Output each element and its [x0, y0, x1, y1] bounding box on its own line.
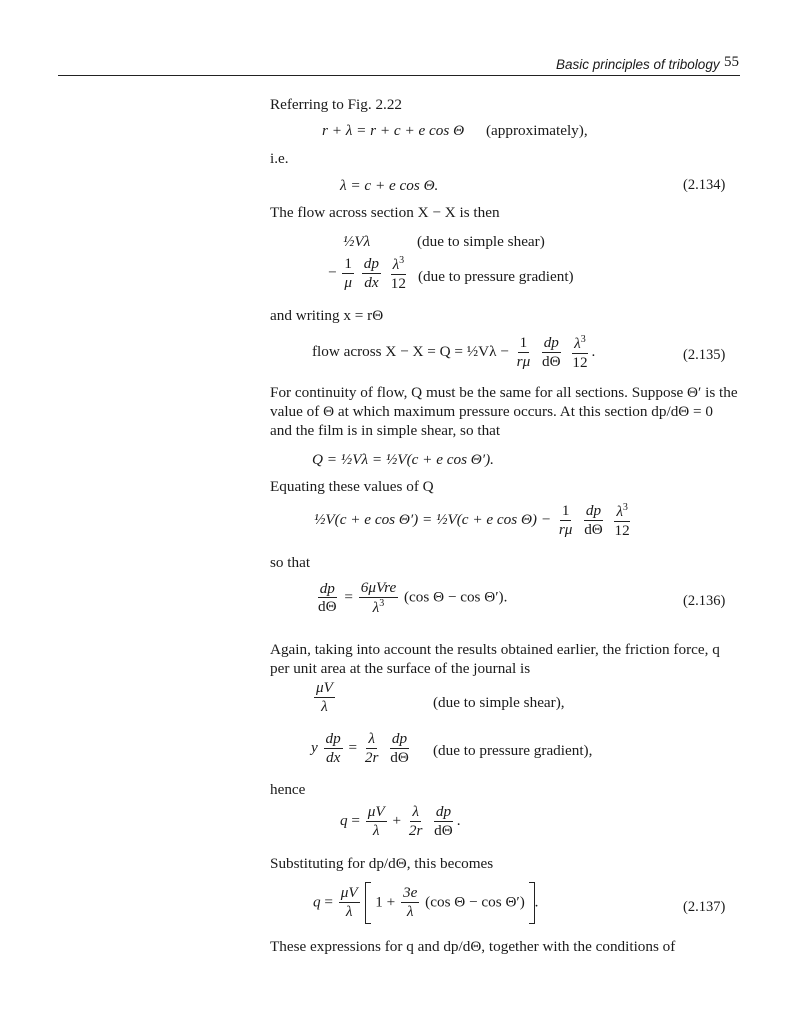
paragraph-continuity-line-1: For continuity of flow, Q must be the same for all sections. Suppose Θ′ is the [270, 384, 738, 401]
flow-pressure-note: (due to pressure gradient) [418, 268, 574, 285]
text-so-that: so that [270, 554, 311, 571]
paragraph-equating: Equating these values of Q [270, 478, 434, 495]
header-rule [58, 75, 740, 76]
page-number: 55 [724, 54, 739, 70]
friction-shear-lhs: $\frac{\mu V}{\lambda}$ [316, 679, 333, 715]
text-and-writing: and writing x = rΘ [270, 307, 384, 324]
paragraph-continuity-line-2: value of Θ at which maximum pressure occurs. At this section dp/dΘ = 0 [270, 403, 714, 420]
equation-2137: q = $\frac{\mu V}{\lambda}$ 1 + $\frac{3e}{\lambda}$ (cos Θ − cos Θ′) . [313, 882, 538, 924]
paragraph-continuity-line-3: and the film is in simple shear, so that [270, 422, 501, 439]
eqno-2137: (2.137) [683, 899, 726, 915]
running-title: Basic principles of tribology [556, 57, 720, 72]
flow-shear-note: (due to simple shear) [417, 233, 545, 250]
friction-shear-note: (due to simple shear), [433, 694, 565, 711]
equation-approx-note: (approximately), [486, 122, 588, 139]
equation-2134: λ = c + e cos Θ. [340, 177, 439, 194]
text-ie: i.e. [270, 150, 289, 167]
equation-equating: ½V(c + e cos Θ′) = ½V(c + e cos Θ) − $\frac{1}{r\mu}$ $\frac{dp}{d\Theta}$ $\frac{\lambda^3}{12}$ [314, 502, 630, 539]
eqno-2135: (2.135) [683, 347, 726, 363]
equation-2136-tail: (cos Θ − cos Θ′). [404, 588, 508, 606]
paragraph-flow-section: The flow across section X − X is then [270, 204, 500, 221]
equation-approx: r + λ = r + c + e cos Θ [322, 122, 465, 139]
eqno-2136: (2.136) [683, 593, 726, 609]
paragraph-again-line-1: Again, taking into account the results obtained earlier, the friction force, q [270, 641, 720, 658]
equation-2136: $\frac{dp}{d\Theta}$ = $\frac{\text{6μVre}}{\lambda^3}$ (cos Θ − cos Θ′). [318, 579, 508, 616]
eqno-2134: (2.134) [683, 177, 726, 193]
equation-Q: Q = ½Vλ = ½V(c + e cos Θ′). [312, 451, 494, 468]
equation-equating-lhs: ½V(c + e cos Θ′) = ½V(c + e cos Θ) − [314, 511, 552, 529]
left-bracket [365, 882, 371, 924]
paragraph-final: These expressions for q and dp/dΘ, together with the conditions of [270, 938, 676, 955]
friction-pressure-lhs: y $\frac{dp}{dx}$ = $\frac{\lambda}{2r}$ $\frac{dp}{d\Theta}$ [311, 730, 409, 766]
paragraph-again-line-2: per unit area at the surface of the journal is [270, 660, 531, 677]
paragraph-referring: Referring to Fig. 2.22 [270, 96, 403, 113]
equation-2135: flow across X − X = Q = ½Vλ − $\frac{1}{r\mu}$ $\frac{dp}{d\Theta}$ $\frac{\lambda^3}{12}$ . [312, 334, 596, 371]
flow-pressure-lhs: − $\frac{1}{\mu}$ $\frac{dp}{dx}$ $\frac{\lambda^3}{12}$ [328, 255, 406, 292]
equation-q: q = $\frac{\mu V}{\lambda}$ + $\frac{\lambda}{2r}$ $\frac{dp}{d\Theta}$ . [340, 803, 461, 839]
paragraph-substituting: Substituting for dp/dΘ, this becomes [270, 855, 494, 872]
right-bracket [529, 882, 535, 924]
flow-shear-lhs: ½Vλ [343, 233, 371, 250]
equation-2135-prefix: flow across X − X = Q = ½Vλ − [312, 343, 509, 361]
friction-pressure-note: (due to pressure gradient), [433, 742, 593, 759]
text-hence: hence [270, 781, 306, 798]
